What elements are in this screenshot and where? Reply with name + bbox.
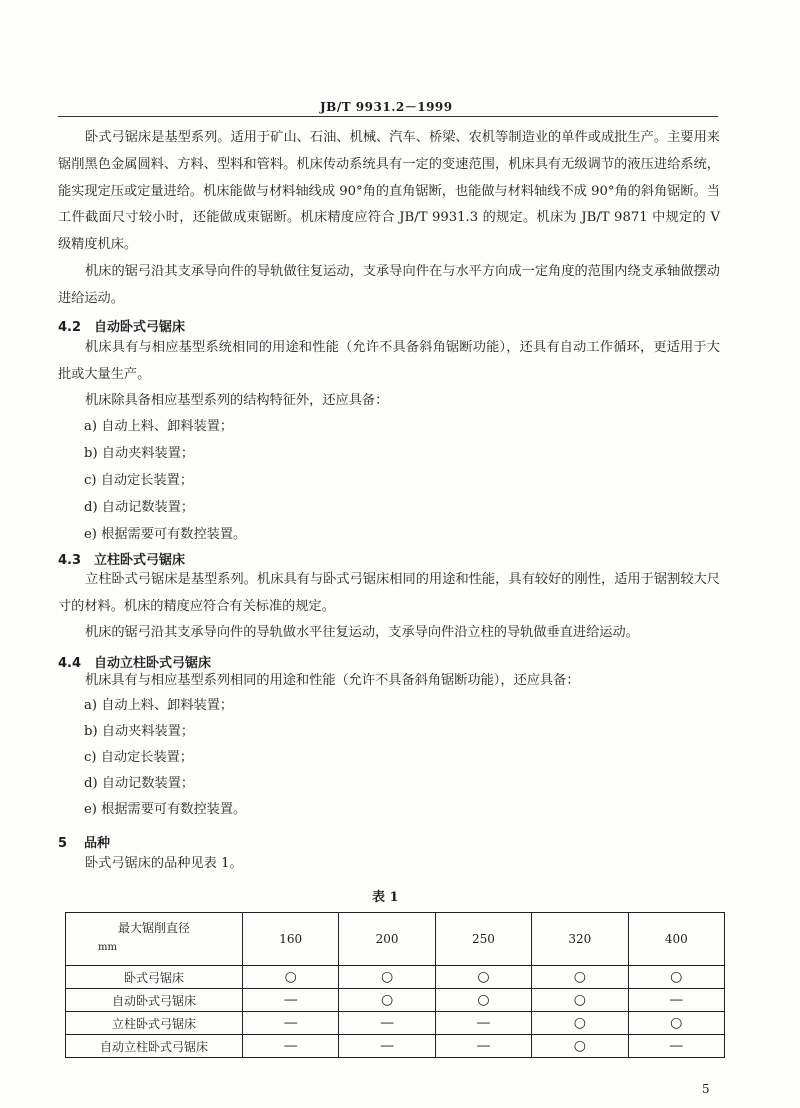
table-column-header: 160 (243, 913, 339, 966)
section-title: 自动立柱卧式弓锯床 (94, 656, 212, 671)
table-column-header: 320 (532, 913, 628, 966)
table-row (66, 1035, 725, 1058)
section-4-3-paragraph-1: 立柱卧式弓锯床是基型系列。机床具有与卧式弓锯床相同的用途和性能，具有较好的刚性，适用于锯割较大尺寸的材料。机床的精度应符合有关标准的规定。 (58, 572, 720, 614)
table-cell: — (243, 989, 339, 1012)
intro-paragraph: 卧式弓锯床是基型系列。适用于矿山、石油、机械、汽车、桥梁、农机等制造业的单件或成批生产。主要用来锯削黑色金属圆料、方料、型料和管料。机床传动系统具有一定的变速范围，机床具有无级调节的液压进给系统，能实现定压或定量进给。机床能做与材料轴线成 90°角的直角锯断，也能做与材料轴线不成 90°角的斜角锯断。当工件截面尺寸较小时，还能做成束锯断。机床精度应符合 JB/T 9931.3 的规定。机床为 JB/T 9871 中规定的 V 级精度机床。 (58, 130, 720, 253)
section-number: 4.4 (58, 656, 82, 671)
table-header-label-cell (66, 913, 243, 966)
row-label: 立柱卧式弓锯床 (66, 1012, 243, 1035)
table-cell: ○ (532, 1012, 628, 1035)
section-title: 立柱卧式弓锯床 (94, 553, 186, 568)
table-cell: ○ (339, 989, 435, 1012)
table-cell: — (628, 1035, 724, 1058)
section-4-4-paragraph-1: 机床具有与相应基型系列相同的用途和性能（允许不具备斜角锯断功能），还应具备： (85, 673, 580, 688)
list-item: c) 自动定长装置； (84, 750, 194, 765)
page-number: 5 (702, 1082, 710, 1096)
list-item: e) 根据需要可有数控装置。 (84, 802, 247, 817)
section-title: 自动卧式弓锯床 (94, 320, 186, 335)
table-cell: ○ (243, 966, 339, 989)
section-number: 4.3 (58, 553, 82, 568)
motion-paragraph: 机床的锯弓沿其支承导向件的导轨做往复运动，支承导向件在与水平方向成一定角度的范围内绕支承轴做摆动进给运动。 (58, 264, 720, 306)
table-cell: — (243, 1012, 339, 1035)
row-label: 自动卧式弓锯床 (66, 989, 243, 1012)
table-cell: ○ (628, 1012, 724, 1035)
row-label: 卧式弓锯床 (66, 966, 243, 989)
table-cell: — (339, 1035, 435, 1058)
table-column-header: 250 (435, 913, 531, 966)
table-cell: ○ (435, 989, 531, 1012)
table-cell: — (435, 1012, 531, 1035)
standard-header: JB/T 9931.2－1999 (320, 100, 453, 114)
section-heading-4-2 (58, 316, 185, 335)
varieties-table (65, 912, 725, 1058)
table-cell: ○ (339, 966, 435, 989)
table-cell: ○ (532, 966, 628, 989)
list-item: a) 自动上料、卸料装置； (84, 698, 234, 713)
list-item: b) 自动夹料装置； (84, 446, 195, 461)
list-item: e) 根据需要可有数控装置。 (84, 527, 247, 542)
section-4-2-paragraph-2: 机床除具备相应基型系列的结构特征外，还应具备： (85, 393, 389, 408)
section-4-2-paragraph-1: 机床具有与相应基型系统相同的用途和性能（允许不具备斜角锯断功能），还具有自动工作循环，更适用于大批或大量生产。 (58, 340, 720, 382)
table-cell: — (243, 1035, 339, 1058)
section-5-paragraph: 卧式弓锯床的品种见表 1。 (85, 856, 243, 871)
table-cell: — (435, 1035, 531, 1058)
table-row (66, 1012, 725, 1035)
section-heading-4-3 (58, 549, 185, 568)
header-rule (58, 116, 718, 117)
table-cell: ○ (532, 989, 628, 1012)
table-cell: ○ (628, 966, 724, 989)
table-row (66, 966, 725, 989)
section-number: 4.2 (58, 320, 82, 335)
section-heading-5 (58, 832, 110, 851)
section-title: 品种 (84, 836, 111, 851)
table-header-label: 最大锯削直径 (117, 921, 190, 935)
table-header-row (66, 913, 725, 966)
list-item: b) 自动夹料装置； (84, 724, 195, 739)
list-item: a) 自动上料、卸料装置； (84, 419, 234, 434)
table-column-header: 400 (628, 913, 724, 966)
table-row (66, 989, 725, 1012)
list-item: d) 自动记数装置； (84, 500, 195, 515)
table-cell: — (628, 989, 724, 1012)
table-cell: — (339, 1012, 435, 1035)
list-item: c) 自动定长装置； (84, 473, 194, 488)
row-label: 自动立柱卧式弓锯床 (66, 1035, 243, 1058)
table-cell: ○ (532, 1035, 628, 1058)
section-number: 5 (58, 836, 68, 851)
list-item: d) 自动记数装置； (84, 776, 195, 791)
table-cell: ○ (435, 966, 531, 989)
table-column-header: 200 (339, 913, 435, 966)
table-caption: 表 1 (372, 890, 399, 905)
table-header-unit: mm (98, 942, 117, 953)
section-4-3-paragraph-2: 机床的锯弓沿其支承导向件的导轨做水平往复运动，支承导向件沿立柱的导轨做垂直进给运动。 (85, 625, 639, 640)
